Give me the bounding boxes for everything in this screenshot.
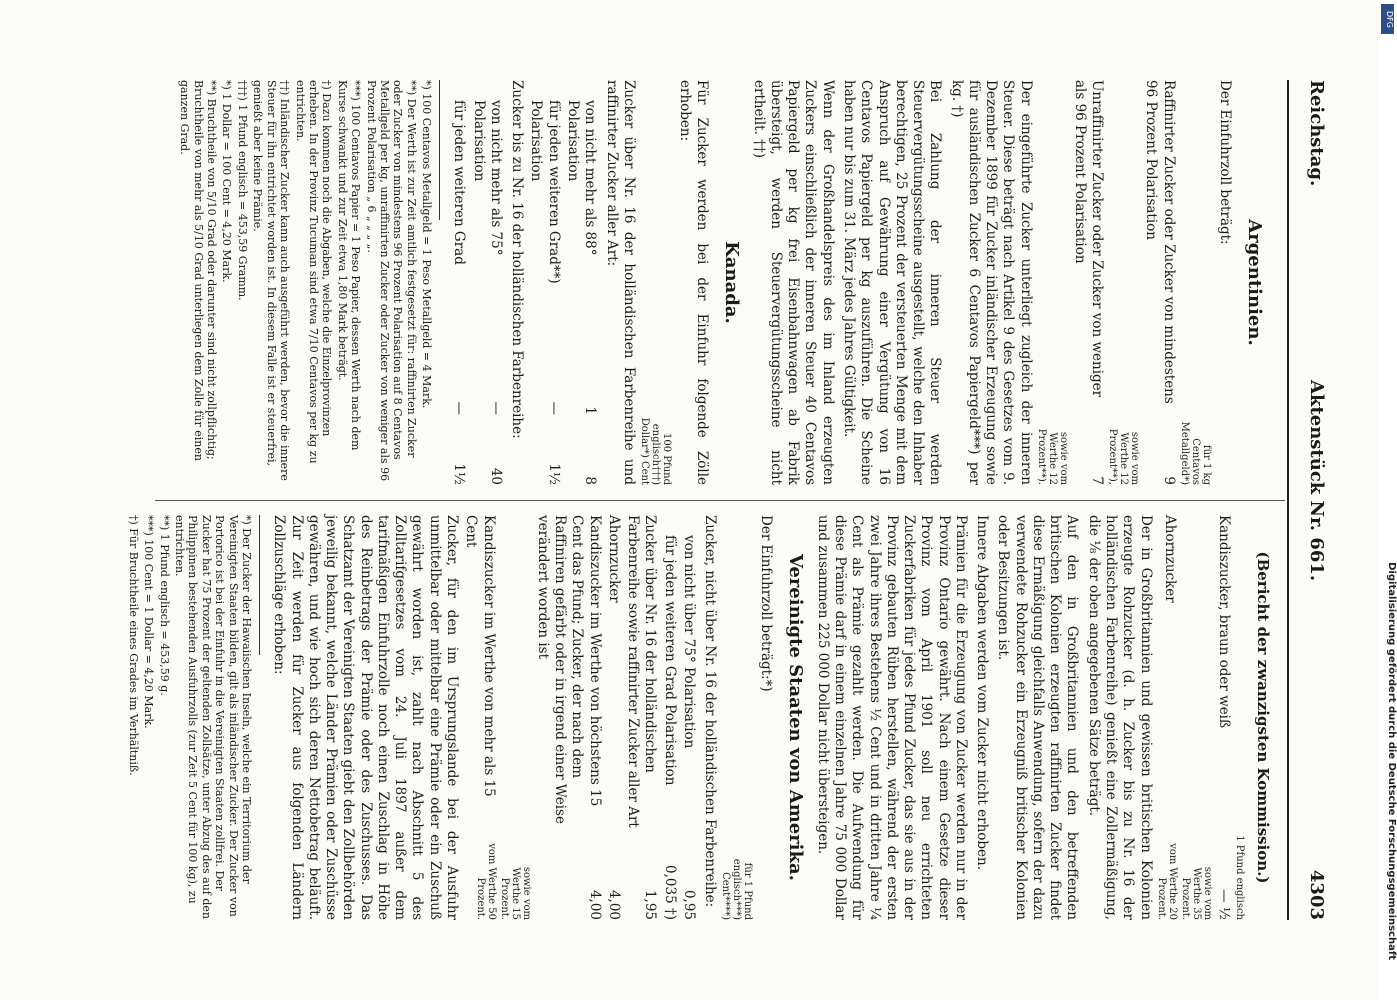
usa-item1: Zucker, nicht über Nr. 16 der holländischen Farbenreihe: <box>702 515 719 908</box>
footnote-rule <box>259 515 260 655</box>
kanada-item1: Zucker über Nr. 16 der holländischen Farbenreihe und raffinirter Zucker aller Art: <box>603 80 637 485</box>
arg-item1-note: sowie vom Werthe 12 Prozent**), <box>1107 428 1141 485</box>
usa-item4-value: 4,00 <box>586 889 603 920</box>
arg-item2-value: 7 <box>1089 476 1106 485</box>
kanada-item2a-dollar: — <box>487 401 504 415</box>
footnote-rule <box>439 80 440 220</box>
usa-item3-value: 4,00 <box>605 889 622 920</box>
footnote: **) 1 Pfund englisch = 453,59 g. <box>157 515 171 696</box>
footnote: †††) 1 Pfund englisch = 453,59 Gramm. <box>235 80 249 301</box>
kanada-item2a: von nicht mehr als 75° Polarisation <box>470 100 504 256</box>
r-item2-label: Ahornzucker <box>1161 515 1178 603</box>
arg-para2: Bei Zahlung der inneren Steuer werden Steuervergütungsscheine ausgestellt, welche den Inhaber berechtigen, 25 Prozent der versteuerten Menge mit dem Anspruch auf Gewährung einer Vergütung von 16 Centavos Papiergeld per kg auszuführen. Die Scheine haben nur bis zum 31. März jedes Jahres Gültigkeit. <box>840 80 944 485</box>
r-unit: 1 Pfund englisch <box>1233 835 1245 920</box>
footnote: †) Dazu kommen noch die Abgaben, welche die Einzelprovinzen erheben. In der Provinz Tucuman sind etwa 7/10 Centavos per kg zu entrichten. <box>293 80 334 464</box>
arg-item2-label: Unraffinirter Zucker oder Zucker von weniger als 96 Prozent Polarisation <box>1071 80 1106 398</box>
kanada-item2: Zucker bis zu Nr. 16 der holländischen Farbenreihe: <box>509 80 526 439</box>
kanada-intro: Für Zucker werden bei der Einfuhr folgende Zölle erhoben: <box>677 80 711 485</box>
section-usa-title: Vereinigte Staaten von Amerika. <box>785 554 807 881</box>
header-commission-title: (Bericht der zwanzigsten Kommission.) <box>1254 551 1272 884</box>
section-kanada-title: Kanada. <box>721 241 743 324</box>
footnote: ***) 100 Centavos Papier = 1 Peso Papier, dessen Werth nach dem Kurse schwankt und zur Zeit etwa 1,80 Mark beträgt. <box>335 80 363 451</box>
kanada-item1b-dollar: — <box>545 401 562 415</box>
header-reichstag: Reichstag. <box>1306 80 1327 187</box>
footnote: *) Der Zucker der Hawaiischen Inseln, welche ein Territorium der Vereinigten Staaten bilden, gilt als inländischer Zucker. Der Zucker von Portorico ist bei der Einfuhr in die Vereinigten Staaten zollfrei. Der Zucker hat 75 Prozent der geltenden Zollsätze, unter Abzug des auf den Philippinen bestehenden Ausfuhrzolls (zur Zeit 5 Cent für 100 kg), zu entrichten. <box>173 515 254 920</box>
r-para1: Der in Großbritannien und gewissen britischen Kolonien erzeugte Rohzucker (d. h. Zucker bis zu Nr. 16 der holländischen Farbenreihe) genießt eine Zollermäßigung, die ⅛ der oben angegebenen Sätze beträgt. <box>1085 515 1154 920</box>
header-aktenstueck: Aktenstück Nr. 661. <box>1306 380 1327 582</box>
footnote: **) Bruchtheile von 5/10 Grad oder darunter sind nicht zollpflichtig; Bruchtheile von mehr als 5/10 Grad unterliegen dem Zolle für einen ganzen Grad. <box>178 80 219 461</box>
usa-item1a-value: 0,95 <box>680 889 697 920</box>
page-header <box>1287 80 1337 920</box>
header-page-number: 4303 <box>1306 869 1327 920</box>
footnote: *) 1 Dollar = 100 Cent = 4,20 Mark. <box>220 80 234 283</box>
usa-intro: Der Einfuhrzoll beträgt:*) <box>758 515 775 692</box>
kanada-item1a-dollar: 1 <box>582 406 599 415</box>
footnote: ††) Inländischer Zucker kann auch ausgeführt werden, bevor die innere Steuer für ihn entrichtet worden ist. In diesem Falle ist er steuerfrei, genießt aber keine Prämie. <box>251 80 292 481</box>
r-item1-note: sowie vom Werthe 35 Prozent. <box>1179 866 1213 920</box>
r-para4: Prämien für die Erzeugung von Zucker werden nur in der Provinz Ontario gewährt. Nach einem Gesetze dieser Provinz vom April 1901 soll neu errichteten Zuckerfabriken für jedes Pfund Zucker, das sie aus in der Provinz gebauten Rüben herstellen, während der ersten zwei Jahre ihres Bestehens ½ Cent und in dritten Jahre ¼ Cent als Prämie gezahlt werden. Die Aufwendung für diese Prämie darf in einem einzelnen Jahre 75 000 Dollar und zusammen 225 000 Dollar nicht übersteigen. <box>814 515 969 920</box>
usa-item5-note: vom Werthe 50 Prozent. <box>474 843 497 920</box>
kanada-item2b-cent: 1½ <box>451 463 468 485</box>
r-para3: Innere Abgaben werden vom Zucker nicht erhoben. <box>974 515 991 871</box>
usa-item1b: für jeden weiteren Grad Polarisation <box>661 535 678 786</box>
kanada-item2b-dollar: — <box>451 401 468 415</box>
arg-para3: Wenn der Großhandelspreis des im Inland erzeugten Zuckers einschließlich der inneren Steuer 40 Centavos Papiergeld per kg frei Eisenbahnwagen ab Fabrik übersteigt, werden Steuervergütungsscheine nicht ertheilt. ††) <box>750 80 836 485</box>
kanada-item2a-cent: 40 <box>487 467 504 485</box>
r-para2: Auf den in Großbritannien und den betreffenden britischen Kolonien erzeugten raffinirten Zucker findet diese Ermäßigung gleichfalls Anwendung, sofern der dazu verwendete Rohzucker ein Erzeugniß britischer Kolonien oder Besitzungen ist. <box>995 515 1081 920</box>
digitization-note: Digitalisierung gefördert durch die Deutsche Forschungsgemeinschaft <box>1386 562 1397 960</box>
left-column <box>176 80 1272 485</box>
r-item2-note: vom Werthe 20 Prozent. <box>1155 843 1178 920</box>
usa-item3: Ahornzucker <box>605 515 622 603</box>
header-rule <box>1287 80 1289 920</box>
usa-item1a: von nicht über 75° Polarisation <box>680 535 697 749</box>
right-column <box>124 515 1272 920</box>
usa-unit: für 1 Pfund englisch***) Cent****) <box>720 858 754 920</box>
usa-item2-value: 1,95 <box>642 889 659 920</box>
argentinien-unit: für 1 kg Centavos Metallgeld*) <box>1178 421 1212 485</box>
r-item1-value: — ½ <box>1215 889 1232 920</box>
arg-item1-label: Raffinirter Zucker oder Zucker von mindestens 96 Prozent Polarisation <box>1143 80 1177 404</box>
footnote: †) Für Bruchtheile eines Grades im Verhältniß. <box>126 515 140 776</box>
footnote: **) Der Werth ist zur Zeit amtlich festgesetzt für: raffinirten Zucker oder Zucker von mindestens 96 Prozent Polarisation auf 8 Centavos Metallgeld per kg, unraffinirten Zucker oder Zucker von weniger als 96 Prozent Polarisation „ 6 „ „ „ „. <box>364 80 418 482</box>
footnote: ***) 100 Cent = 1 Dollar = 4,20 Mark. <box>142 515 156 729</box>
argentinien-intro: Der Einfuhrzoll beträgt: <box>1216 80 1233 245</box>
kanada-unit: 100 Pfund englisch†††) Dollar*) Cent <box>638 417 672 485</box>
usa-item1b-value: 0,035 †) <box>661 865 678 920</box>
arg-para1: Der eingeführte Zucker unterliegt zugleich der inneren Steuer. Diese beträgt nach Artikel 9 des Gesetzes vom 9. Dezember 1899 für Zucker inländischer Erzeugung sowie für ausländischen Zucker 6 Centavos Papiergeld***) per kg. †) <box>948 80 1034 485</box>
dfg-logo: DFG <box>1381 4 1394 34</box>
usa-item5: Kandiszucker im Werthe von mehr als 15 Cent <box>463 515 497 797</box>
kanada-item1b-cent: 1½ <box>545 463 562 485</box>
usa-para5: Zucker, für den im Ursprungslande bei der Ausfuhr unmittelbar oder mittelbar eine Prämie oder ein Zuschuß gewährt worden ist, zahlt nach Abschnitt 5 des Zolltarifgesetzes vom 24. Juli 1897 außer dem tarifmäßigen Einfuhrzolle noch einen Zuschlag in Höhe des Reinbetrags der Prämie oder des Zuschusses. Das Schatzamt der Vereinigten Staaten giebt den Zollbehörden jeweilig bekannt, welche Länder Prämien oder Zuschüsse gewähren, und wie hoch sich deren Nettobetrag beläuft. Zur Zeit werden für Zucker aus folgenden Ländern Zollzuschläge erhoben: <box>271 515 461 920</box>
r-item1-label: Kandiszucker, braun oder weiß <box>1215 515 1232 729</box>
kanada-item1a: von nicht mehr als 88° Polarisation <box>565 100 599 256</box>
footnote: *) 100 Centavos Metallgeld = 1 Peso Metallgeld = 4 Mark. <box>420 80 434 409</box>
column-divider <box>155 500 1285 501</box>
kanada-item2b: für jeden weiteren Grad <box>451 100 468 265</box>
arg-item2-note: sowie vom Werthe 12 Prozent**). <box>1035 428 1069 485</box>
kanada-item1b: für jeden weiteren Grad**) Polarisation <box>528 100 562 284</box>
usa-item4: Kandiszucker im Werthe von höchstens 15 Cent das Pfund; Zucker, der nach dem Raffiniren gefärbt oder in irgend einer Weise verändert worden ist <box>534 515 603 824</box>
usa-item4-note: sowie vom Werthe 15 Prozent. <box>498 866 532 920</box>
usa-item2: Zucker über Nr. 16 der holländischen Farbenreihe sowie raffinirter Zucker aller Art <box>625 515 659 828</box>
kanada-item1a-cent: 8 <box>582 476 599 485</box>
arg-item1-value: 9 <box>1160 476 1177 485</box>
section-argentinien-title: Argentinien. <box>1244 219 1265 346</box>
